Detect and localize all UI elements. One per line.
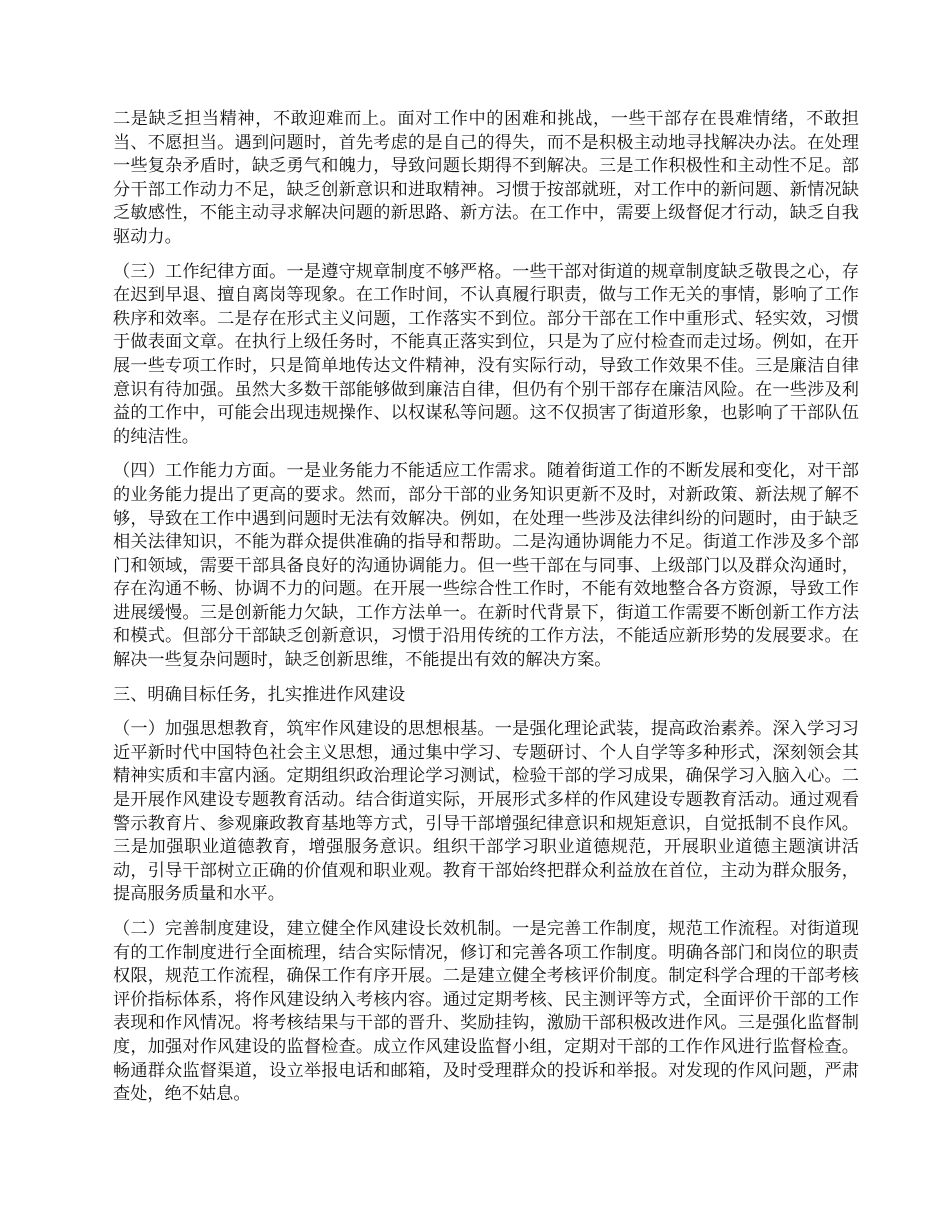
paragraph-ideological-education: （一）加强思想教育，筑牢作风建设的思想根基。一是强化理论武装，提高政治素养。深入学习习近平新时代中国特色社会主义思想，通过集中学习、专题研讨、个人自学等多种形式，深刻领会其精神实质和丰富内涵。定期组织政治理论学习测试，检验干部的学习成果，确保学习入脑入心。二是开展作风建设专题教育活动。结合街道实际，开展形式多样的作风建设专题教育活动。通过观看警示教育片、参观廉政教育基地等方式，引导干部增强纪律意识和规矩意识，自觉抵制不良作风。三是加强职业道德教育，增强服务意识。组织干部学习职业道德规范，开展职业道德主题演讲活动，引导干部树立正确的价值观和职业观。教育干部始终把群众利益放在首位，主动为群众服务，提高服务质量和水平。 — [113, 719, 859, 905]
document-page — [113, 108, 859, 1118]
paragraph-system-building: （二）完善制度建设，建立健全作风建设长效机制。一是完善工作制度，规范工作流程。对街道现有的工作制度进行全面梳理，结合实际情况，修订和完善各项工作制度。明确各部门和岗位的职责权限，规范工作流程，确保工作有序开展。二是建立健全考核评价制度。制定科学合理的干部考核评价指标体系，将作风建设纳入考核内容。通过定期考核、民主测评等方式，全面评价干部的工作表现和作风情况。将考核结果与干部的晋升、奖励挂钩，激励干部积极改进作风。三是强化监督制度，加强对作风建设的监督检查。成立作风建设监督小组，定期对干部的工作作风进行监督检查。畅通群众监督渠道，设立举报电话和邮箱，及时受理群众的投诉和举报。对发现的作风问题，严肃查处，绝不姑息。 — [113, 919, 859, 1105]
paragraph-work-discipline: （三）工作纪律方面。一是遵守规章制度不够严格。一些干部对街道的规章制度缺乏敬畏之心，存在迟到早退、擅自离岗等现象。在工作时间，不认真履行职责，做与工作无关的事情，影响了工作秩序和效率。二是存在形式主义问题，工作落实不到位。部分干部在工作中重形式、轻实效，习惯于做表面文章。在执行上级任务时，不能真正落实到位，只是为了应付检查而走过场。例如，在开展一些专项工作时，只是简单地传达文件精神，没有实际行动，导致工作效果不佳。三是廉洁自律意识有待加强。虽然大多数干部能够做到廉洁自律，但仍有个别干部存在廉洁风险。在一些涉及利益的工作中，可能会出现违规操作、以权谋私等问题。这不仅损害了街道形象，也影响了干部队伍的纯洁性。 — [113, 261, 859, 447]
section-heading: 三、明确目标任务，扎实推进作风建设 — [113, 684, 406, 705]
paragraph-responsibility: 二是缺乏担当精神，不敢迎难而上。面对工作中的困难和挑战，一些干部存在畏难情绪，不敢担当、不愿担当。遇到问题时，首先考虑的是自己的得失，而不是积极主动地寻找解决办法。在处理一些复杂矛盾时，缺乏勇气和魄力，导致问题长期得不到解决。三是工作积极性和主动性不足。部分干部工作动力不足，缺乏创新意识和进取精神。习惯于按部就班，对工作中的新问题、新情况缺乏敏感性，不能主动寻求解决问题的新思路、新方法。在工作中，需要上级督促才行动，缺乏自我驱动力。 — [113, 109, 859, 247]
paragraph-work-ability: （四）工作能力方面。一是业务能力不能适应工作需求。随着街道工作的不断发展和变化，对干部的业务能力提出了更高的要求。然而，部分干部的业务知识更新不及时，对新政策、新法规了解不够，导致在工作中遇到问题时无法有效解决。例如，在处理一些涉及法律纠纷的问题时，由于缺乏相关法律知识，不能为群众提供准确的指导和帮助。二是沟通协调能力不足。街道工作涉及多个部门和领域，需要干部具备良好的沟通协调能力。但一些干部在与同事、上级部门以及群众沟通时，存在沟通不畅、协调不力的问题。在开展一些综合性工作时，不能有效地整合各方资源，导致工作进展缓慢。三是创新能力欠缺，工作方法单一。在新时代背景下，街道工作需要不断创新工作方法和模式。但部分干部缺乏创新意识，习惯于沿用传统的工作方法，不能适应新形势的发展要求。在解决一些复杂问题时，缺乏创新思维，不能提出有效的解决方案。 — [113, 461, 859, 671]
